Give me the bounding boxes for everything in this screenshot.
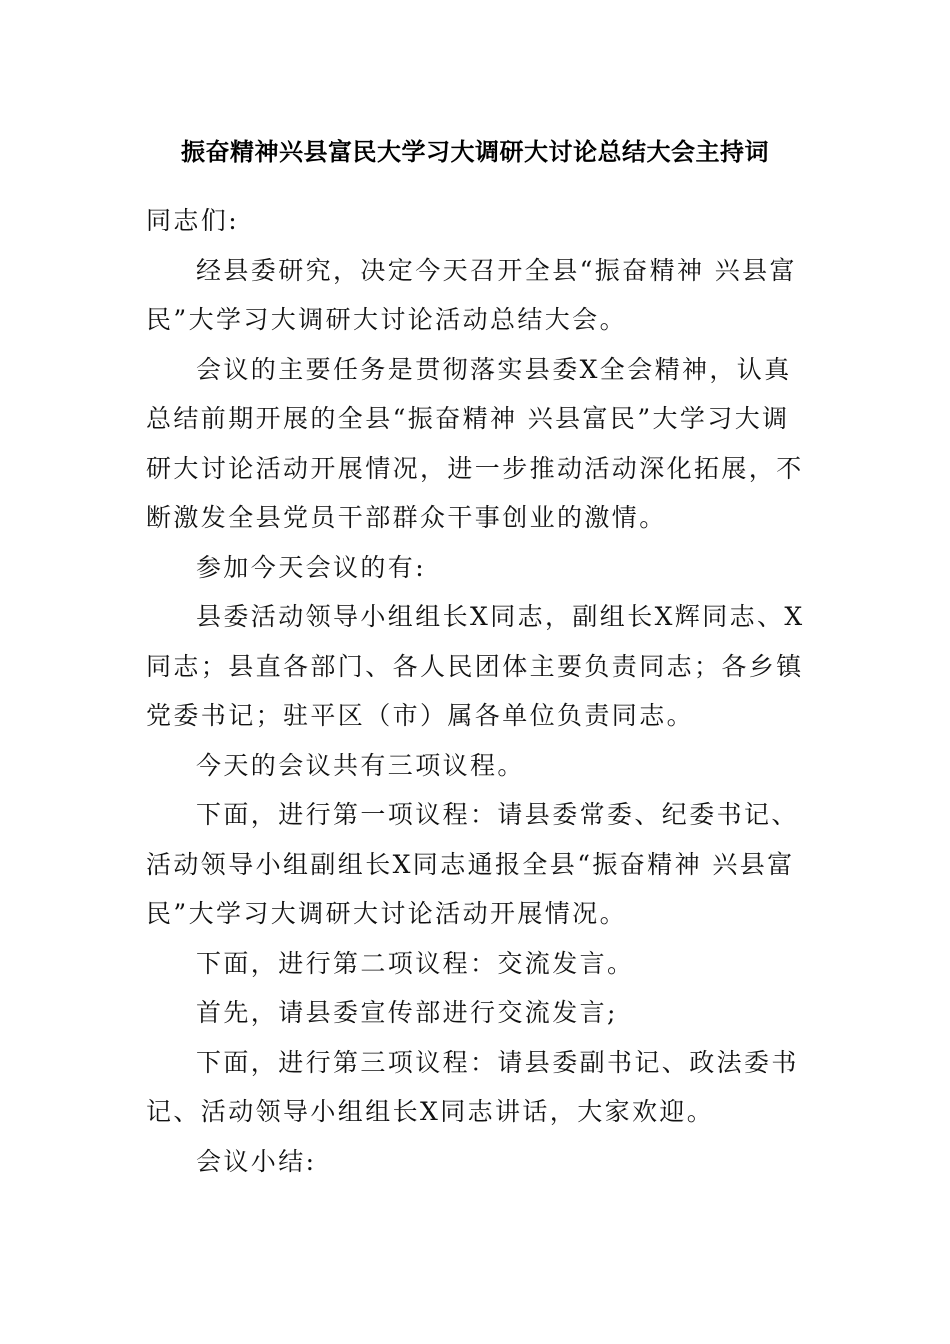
paragraph: 下面，进行第三项议程：请县委副书记、政法委书记、活动领导小组组长X同志讲话，大家欢迎。 — [146, 1047, 799, 1126]
paragraph: 今天的会议共有三项议程。 — [196, 750, 525, 780]
paragraph: 下面，进行第一项议程：请县委常委、纪委书记、活动领导小组副组长X同志通报全县“振奋精神 兴县富民”大学习大调研大讨论活动开展情况。 — [146, 800, 799, 928]
document-title: 振奋精神兴县富民大学习大调研大讨论总结大会主持词 — [181, 137, 769, 166]
paragraph: 首先，请县委宣传部进行交流发言; — [196, 998, 618, 1027]
document-body — [146, 196, 806, 1186]
paragraph: 县委活动领导小组组长X同志，副组长X辉同志、X同志；县直各部门、各人民团体主要负责同志；各乡镇党委书记；驻平区（市）属各单位负责同志。 — [146, 602, 805, 730]
paragraph: 会议的主要任务是贯彻落实县委X全会精神，认真总结前期开展的全县“振奋精神 兴县富民”大学习大调研大讨论活动开展情况，进一步推动活动深化拓展，不断激发全县党员干部群众干事创业的激情。 — [146, 354, 804, 532]
paragraph: 经县委研究，决定今天召开全县“振奋精神 兴县富民”大学习大调研大讨论活动总结大会。 — [146, 255, 797, 334]
salutation: 同志们: — [146, 206, 240, 235]
paragraph: 参加今天会议的有: — [196, 552, 427, 582]
paragraph: 会议小结: — [196, 1146, 317, 1176]
paragraph: 下面，进行第二项议程：交流发言。 — [196, 948, 635, 978]
